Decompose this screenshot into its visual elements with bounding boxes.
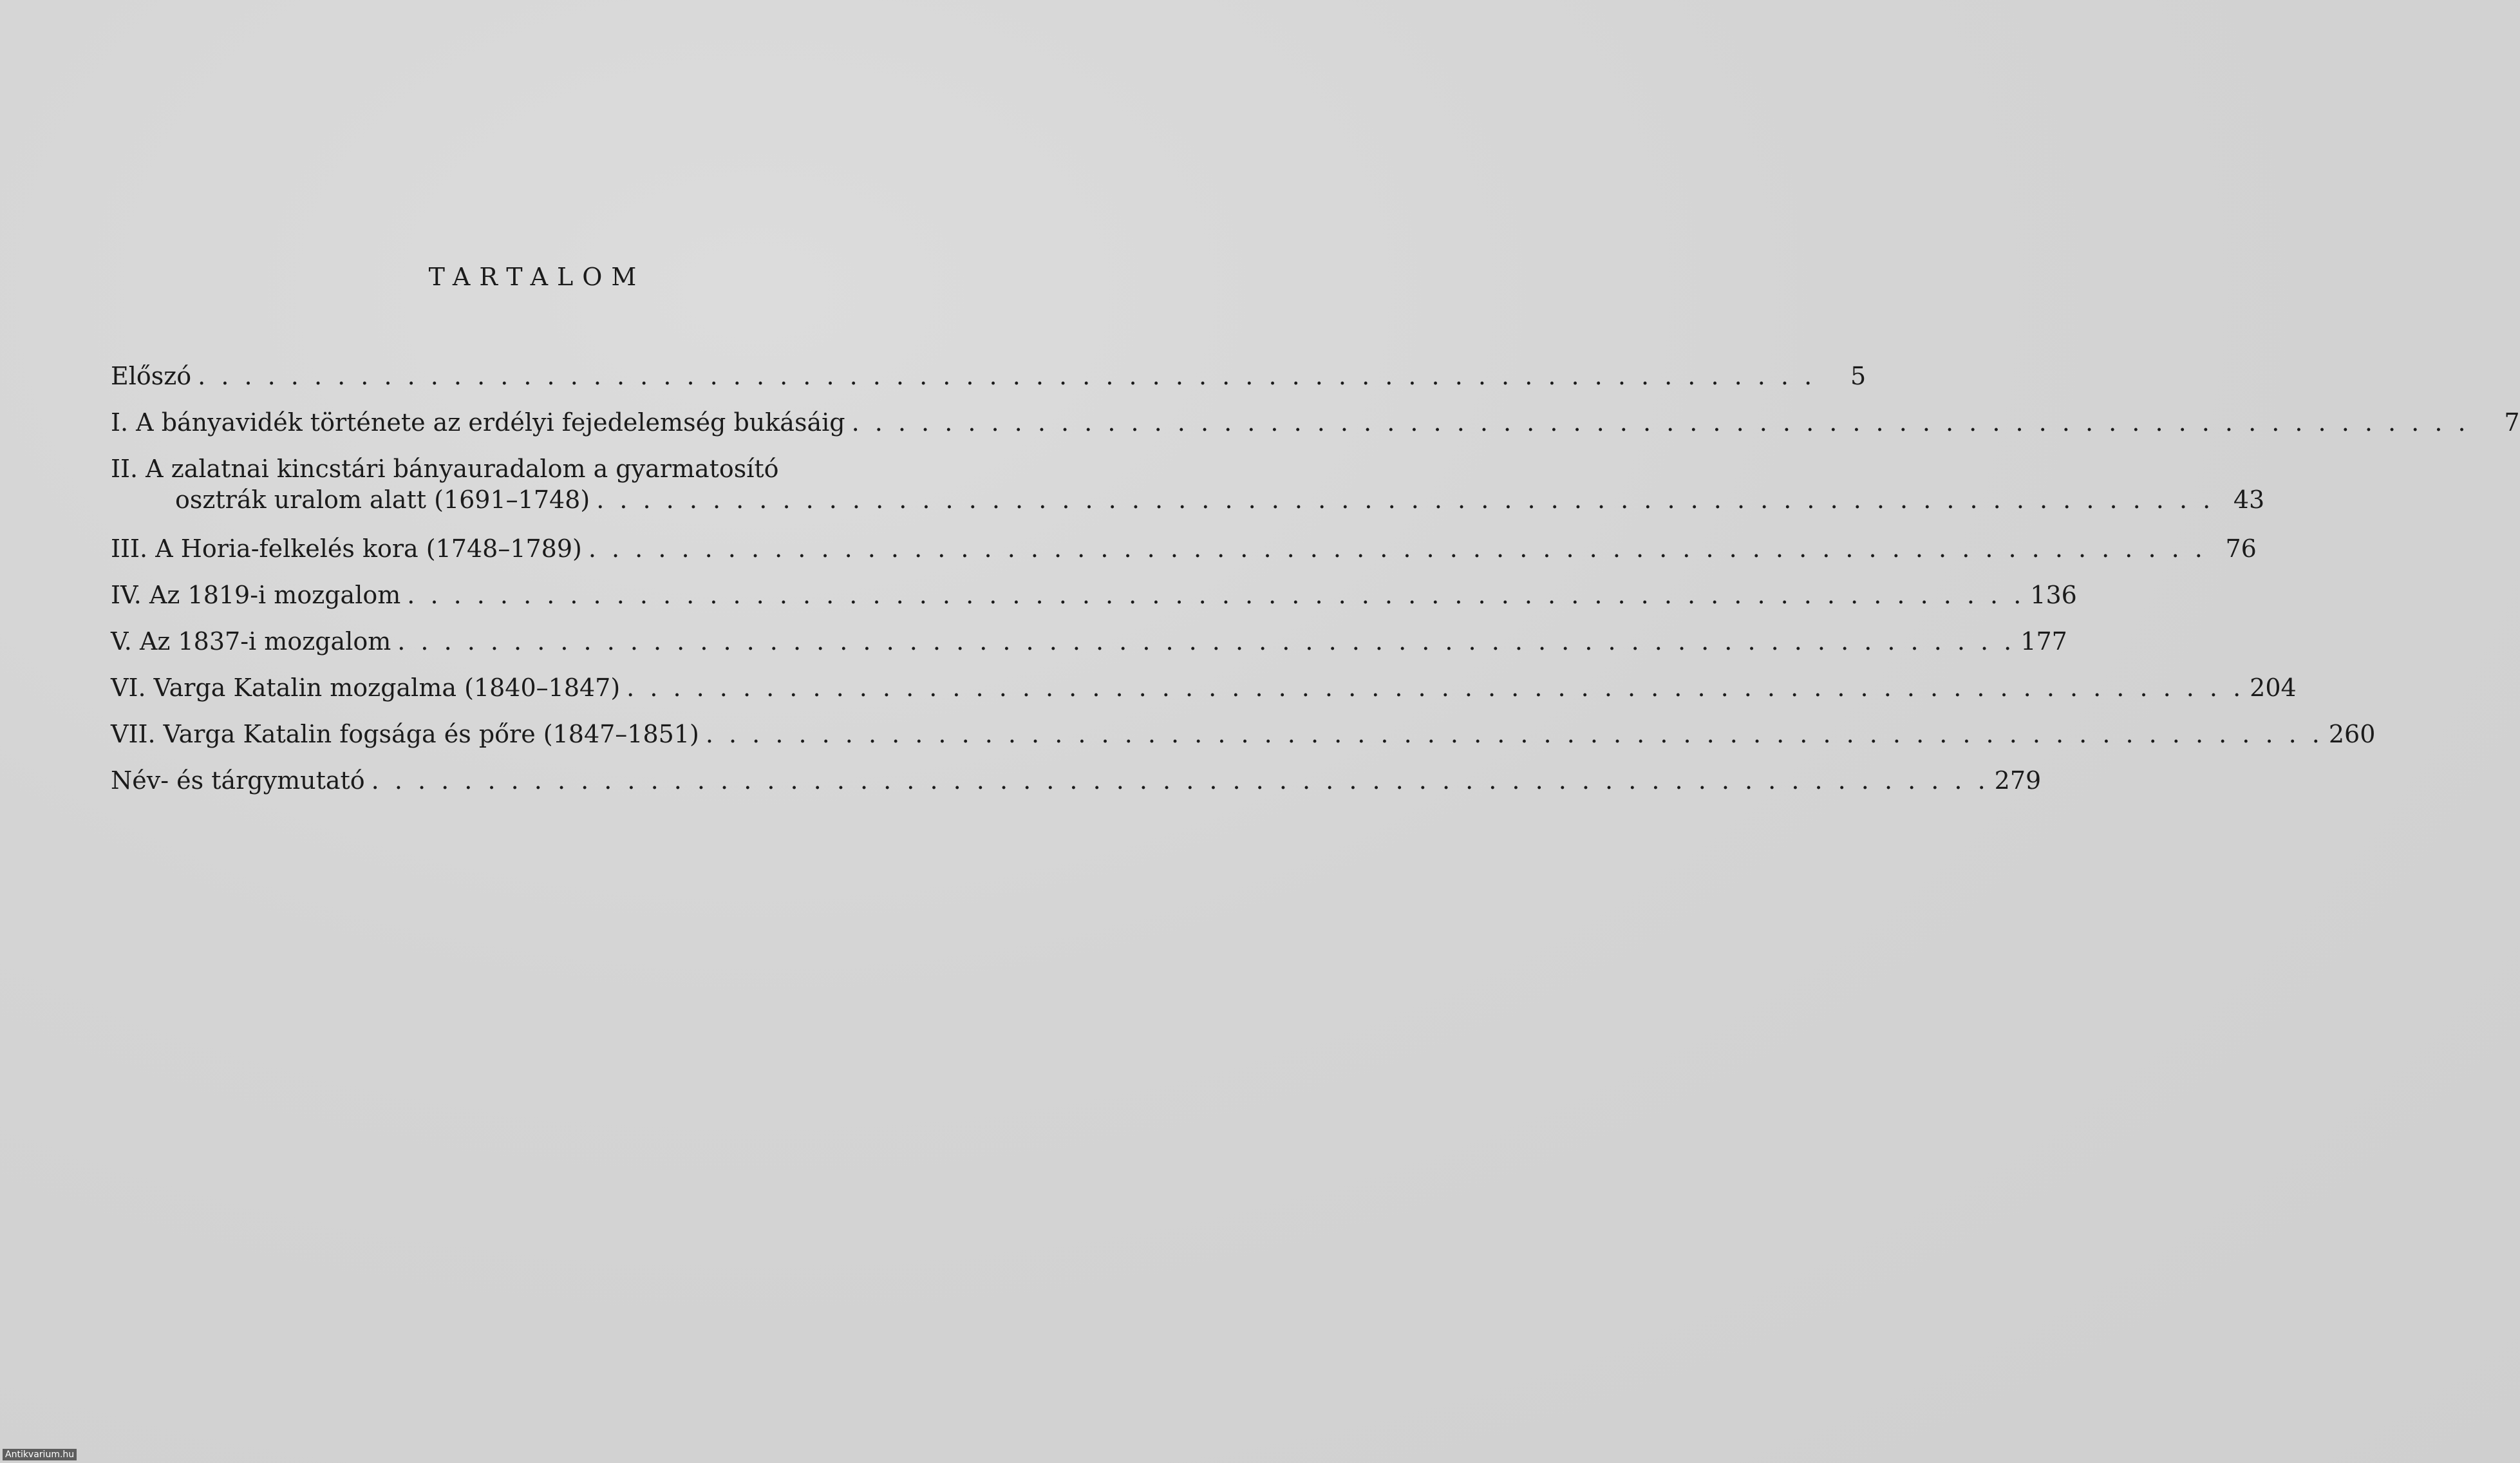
toc-entry-page: 7 xyxy=(2504,408,2520,437)
toc-entry-chapter-7 xyxy=(111,711,2376,757)
toc-entry-chapter-6 xyxy=(111,665,2297,711)
dot-leader: . . . . . . . . . . . . . . . . . . . . . . . . . . . . . . . . . . . . . . . . . . . . . . . . . . . . . . . . . . . . . . . . . . . . . . xyxy=(851,408,2470,437)
watermark: Antikvarium.hu xyxy=(3,1449,77,1460)
dot-leader: . . . . . . . . . . . . . . . . . . . . . . . . . . . . . . . . . . . . . . . . . . . . . . . . . . . . . . . . . . . . . . . . . . . . . . xyxy=(407,581,2026,609)
toc-entry-chapter-3 xyxy=(111,525,2257,572)
dot-leader: . . . . . . . . . . . . . . . . . . . . . . . . . . . . . . . . . . . . . . . . . . . . . . . . . . . . . . . . . . . . . . . . . . . . . . xyxy=(596,486,2215,514)
toc-entry-page: 260 xyxy=(2328,720,2376,748)
dot-leader: . . . . . . . . . . . . . . . . . . . . . . . . . . . . . . . . . . . . . . . . . . . . . . . . . . . . . . . . . . . . . . . . . . . . . . xyxy=(705,720,2324,748)
table-of-contents xyxy=(111,353,2520,804)
toc-entry-label: III. A Horia-felkelés kora (1748–1789) xyxy=(111,534,582,563)
toc-entry-label: Előszó xyxy=(111,362,192,390)
toc-entry-page: 204 xyxy=(2250,674,2297,702)
toc-entry-page: 177 xyxy=(2020,627,2067,656)
toc-entry-chapter-5 xyxy=(111,618,2067,665)
toc-entry-label: V. Az 1837-i mozgalom xyxy=(111,627,391,656)
toc-entry-chapter-1 xyxy=(111,399,2520,446)
toc-entry-label: Név- és tárgymutató xyxy=(111,766,365,795)
toc-entry-label: I. A bányavidék története az erdélyi fejedelemség bukásáig xyxy=(111,408,845,437)
dot-leader: . . . . . . . . . . . . . . . . . . . . . . . . . . . . . . . . . . . . . . . . . . . . . . . . . . . . . . . . . . . . . . . . . . . . . . xyxy=(371,766,1989,795)
toc-entry-page: 279 xyxy=(1994,766,2042,795)
toc-entry-page: 76 xyxy=(2225,534,2257,563)
toc-entry-label: VII. Varga Katalin fogsága és pőre (1847–1851) xyxy=(111,720,699,748)
toc-entry-label-line2: osztrák uralom alatt (1691–1748) xyxy=(175,486,590,514)
page-title: TARTALOM xyxy=(428,263,646,291)
toc-entry-index xyxy=(111,757,2042,804)
toc-entry-foreword xyxy=(111,353,1866,399)
toc-entry-chapter-2 xyxy=(111,446,2265,525)
toc-entry-chapter-4 xyxy=(111,572,2077,618)
dot-leader: . . . . . . . . . . . . . . . . . . . . . . . . . . . . . . . . . . . . . . . . . . . . . . . . . . . . . . . . . . . . . . . . . . . . . . xyxy=(198,362,1816,390)
dot-leader: . . . . . . . . . . . . . . . . . . . . . . . . . . . . . . . . . . . . . . . . . . . . . . . . . . . . . . . . . . . . . . . . . . . . . . xyxy=(588,534,2206,563)
toc-entry-label: VI. Varga Katalin mozgalma (1840–1847) xyxy=(111,674,621,702)
toc-entry-label: IV. Az 1819-i mozgalom xyxy=(111,581,401,609)
toc-entry-page: 136 xyxy=(2030,581,2077,609)
toc-entry-page: 5 xyxy=(1850,362,1866,390)
toc-entry-page: 43 xyxy=(2233,486,2265,514)
dot-leader: . . . . . . . . . . . . . . . . . . . . . . . . . . . . . . . . . . . . . . . . . . . . . . . . . . . . . . . . . . . . . . . . . . . . . . xyxy=(397,627,2016,656)
toc-entry-label-line1: II. A zalatnai kincstári bányauradalom a gyarmatosító xyxy=(111,455,779,483)
dot-leader: . . . . . . . . . . . . . . . . . . . . . . . . . . . . . . . . . . . . . . . . . . . . . . . . . . . . . . . . . . . . . . . . . . . . . . xyxy=(626,674,2245,702)
